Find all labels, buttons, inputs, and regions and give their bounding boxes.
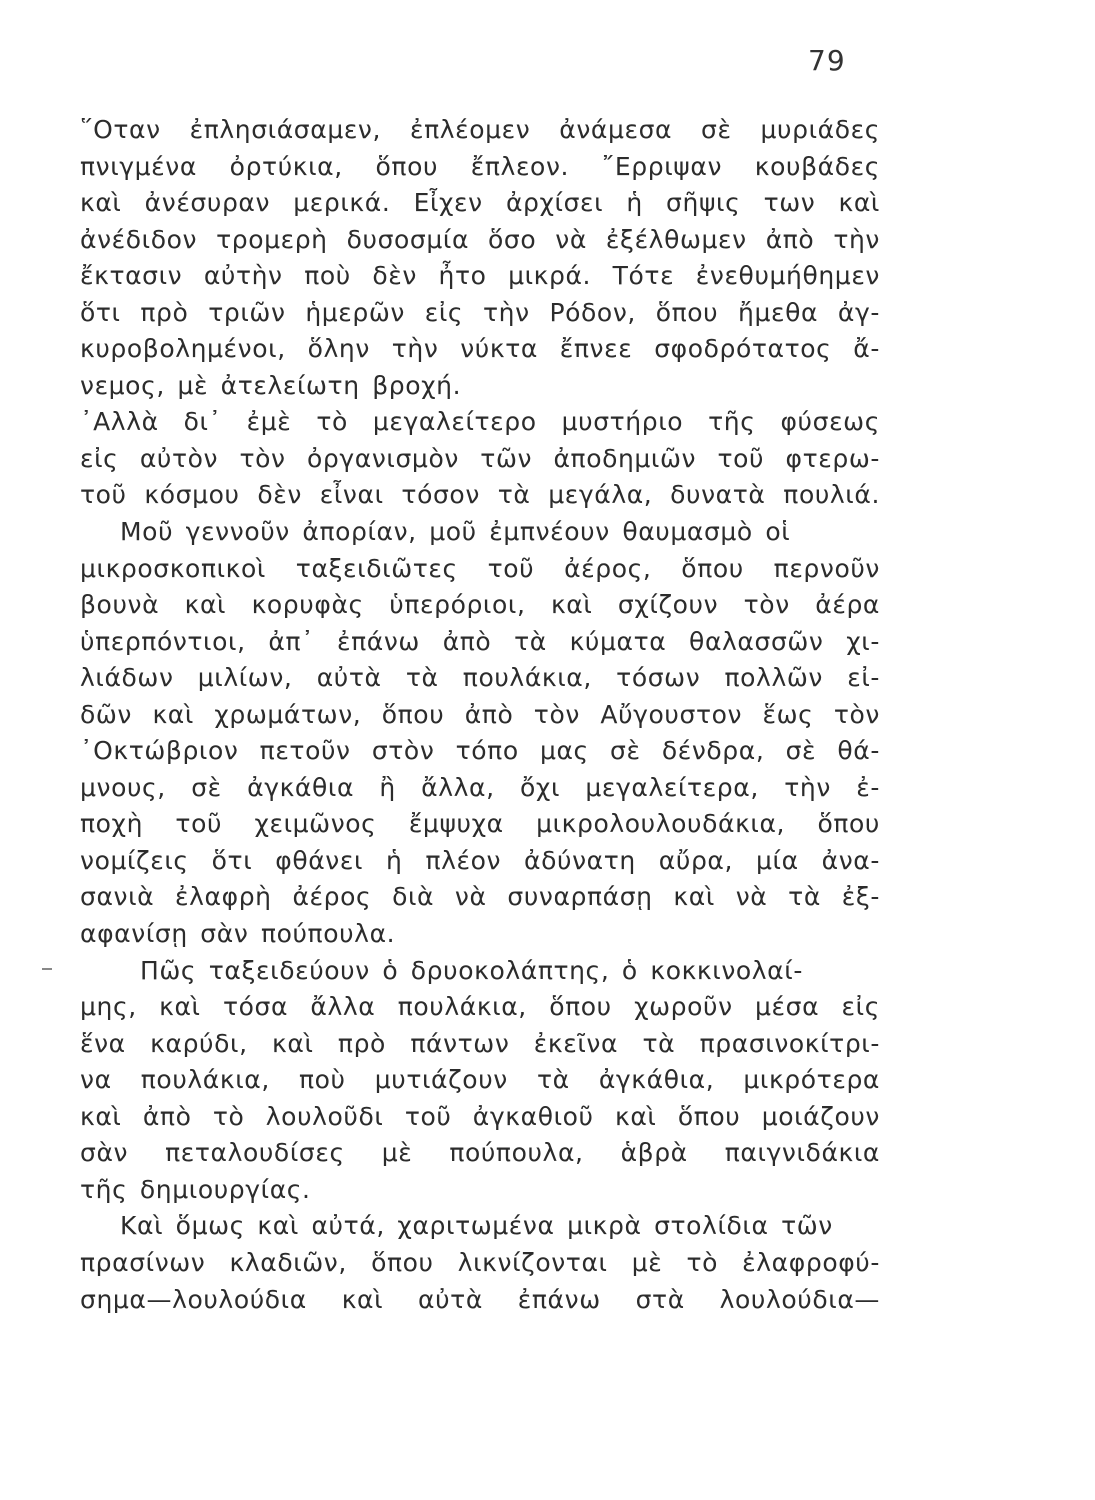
text-line: νεμος, μὲ ἀτελείωτη βροχή. — [80, 370, 462, 400]
text-line: μνους, σὲ ἀγκάθια ἢ ἄλλα, ὄχι μεγαλείτερα, τὴν ἐ- — [80, 772, 880, 802]
text-line: εἰς αὐτὸν τὸν ὀργανισμὸν τῶν ἀποδημιῶν τοῦ φτερω- — [80, 443, 880, 473]
text-line: ὅτι πρὸ τριῶν ἡμερῶν εἰς τὴν Ρόδον, ὅπου ἤμεθα ἀγ- — [80, 297, 880, 327]
page-number: 79 — [808, 44, 846, 77]
text-line: καὶ ἀνέσυραν μερικά. Εἶχεν ἀρχίσει ἡ σῆψις των καὶ — [80, 188, 880, 218]
text-line: Μοῦ γεννοῦν ἀπορίαν, μοῦ ἐμπνέουν θαυμασμὸ οἱ — [120, 517, 791, 547]
text-line: νομίζεις ὅτι φθάνει ἡ πλέον ἀδύνατη αὔρα, μία ἀνα- — [80, 845, 880, 875]
text-line: ᾿Οκτώβριον πετοῦν στὸν τόπο μας σὲ δένδρα, σὲ θά- — [80, 736, 880, 766]
text-line: τῆς δημιουργίας. — [80, 1174, 311, 1204]
text-line: Καὶ ὅμως καὶ αὐτά, χαριτωμένα μικρὰ στολίδια τῶν — [120, 1211, 833, 1241]
text-line: σημα—λουλούδια καὶ αὐτὰ ἐπάνω στὰ λουλούδια— — [80, 1284, 880, 1314]
text-line: κυροβολημένοι, ὅλην τὴν νύκτα ἔπνεε σφοδρότατος ἄ- — [80, 334, 880, 364]
text-line: ἀνέδιδον τρομερὴ δυσοσμία ὅσο νὰ ἐξέλθωμεν ἀπὸ τὴν — [80, 224, 880, 254]
margin-mark — [42, 968, 52, 970]
text-line: λιάδων μιλίων, αὐτὰ τὰ πουλάκια, τόσων πολλῶν εἰ- — [80, 663, 880, 693]
text-line: καὶ ἀπὸ τὸ λουλοῦδι τοῦ ἀγκαθιοῦ καὶ ὅπου μοιάζουν — [80, 1101, 880, 1131]
text-line: ᾿Αλλὰ δι᾿ ἐμὲ τὸ μεγαλείτερο μυστήριο τῆς φύσεως — [80, 407, 880, 437]
text-line: σανιὰ ἐλαφρὴ ἀέρος διὰ νὰ συναρπάσῃ καὶ νὰ τὰ ἐξ- — [80, 882, 880, 912]
body-text — [80, 112, 880, 1318]
text-line: σὰν πεταλουδίσες μὲ πούπουλα, ἁβρὰ παιγνιδάκια — [80, 1138, 880, 1168]
text-line: πνιγμένα ὀρτύκια, ὅπου ἔπλεον. ῎Ερριψαν κουβάδες — [80, 151, 880, 181]
text-line: να πουλάκια, ποὺ μυτιάζουν τὰ ἀγκάθια, μικρότερα — [80, 1065, 880, 1095]
text-line: τοῦ κόσμου δὲν εἶναι τόσον τὰ μεγάλα, δυνατὰ πουλιά. — [80, 480, 880, 510]
text-line: ποχὴ τοῦ χειμῶνος ἔμψυχα μικρολουλουδάκια, ὅπου — [80, 809, 880, 839]
text-line: βουνὰ καὶ κορυφὰς ὑπερόριοι, καὶ σχίζουν τὸν ἀέρα — [80, 590, 880, 620]
text-line: Πῶς ταξειδεύουν ὁ δρυοκολάπτης, ὁ κοκκινολαί- — [140, 955, 803, 985]
text-line: πρασίνων κλαδιῶν, ὅπου λικνίζονται μὲ τὸ ἐλαφροφύ- — [80, 1247, 880, 1277]
text-line: μικροσκοπικοὶ ταξειδιῶτες τοῦ ἀέρος, ὅπου περνοῦν — [80, 553, 880, 583]
text-line: ῞Οταν ἐπλησιάσαμεν, ἐπλέομεν ἀνάμεσα σὲ μυριάδες — [80, 115, 880, 144]
text-line: ἕνα καρύδι, καὶ πρὸ πάντων ἐκεῖνα τὰ πρασινοκίτρι- — [80, 1028, 880, 1058]
text-line: μης, καὶ τόσα ἄλλα πουλάκια, ὅπου χωροῦν μέσα εἰς — [80, 992, 880, 1022]
text-line: αφανίσῃ σὰν πούπουλα. — [80, 919, 396, 949]
text-line: δῶν καὶ χρωμάτων, ὅπου ἀπὸ τὸν Αὔγουστον ἕως τὸν — [80, 699, 880, 729]
text-line: ἔκτασιν αὐτὴν ποὺ δὲν ἦτο μικρά. Τότε ἐνεθυμήθημεν — [80, 261, 880, 291]
text-line: ὑπερπόντιοι, ἀπ᾿ ἐπάνω ἀπὸ τὰ κύματα θαλασσῶν χι- — [80, 626, 880, 656]
